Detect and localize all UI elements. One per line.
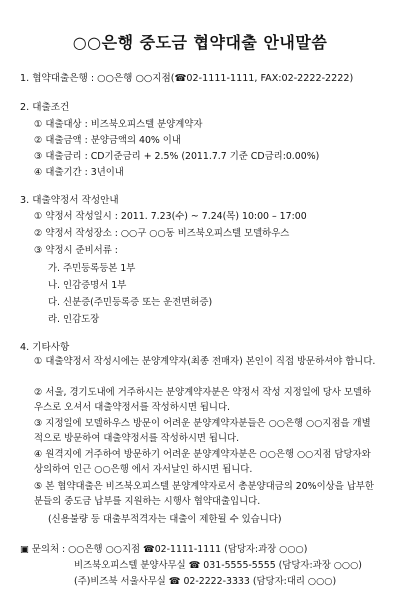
doc-resident-register: 가. 주민등록등본 1부 (48, 263, 136, 274)
doc-id-card: 다. 신분증(주민등록증 또는 운전면허증) (48, 297, 213, 308)
contact-bank: ▣ 문의처 : ○○은행 ○○지점 ☎02-1111-1111 (담당자:과장 ○○○) (20, 544, 308, 555)
note-1: ① 대출약정서 작성시에는 분양계약자(최종 전매자) 본인이 직접 방문하셔야 합니다. (34, 356, 376, 367)
note-3: ③ 지정일에 모델하우스 방문이 어려운 분양계약자분들은 ○○은행 ○○지점을 개별적으로 방문하여 대출약정서를 작성하시면 됩니다. (34, 418, 371, 444)
note-2: ② 서울, 경기도내에 거주하시는 분양계약자분은 약정서 작성 지정일에 당사 모델하우스로 오셔서 대출약정서를 작성하시면 됩니다. (34, 387, 372, 413)
contract-date-item: ① 약정서 작성일시 : 2011. 7.23(수) ~ 7.24(목) 10:00 – 17:00 (34, 211, 307, 222)
loan-rate-item: ③ 대출금리 : CD기준금리 + 2.5% (2011.7.7 기준 CD금리:0.00%) (34, 151, 320, 162)
document-title: ○○은행 중도금 협약대출 안내말씀 (72, 33, 328, 52)
loan-amount-item: ② 대출금액 : 분양금액의 40% 이내 (34, 135, 181, 146)
section-3-heading: 3. 대출약정서 작성안내 (20, 195, 119, 206)
section-1-heading: 1. 협약대출은행 : ○○은행 ○○지점(☎02-1111-1111, FAX:02-2222-2222) (20, 73, 354, 84)
doc-seal: 라. 인감도장 (48, 314, 100, 325)
contact-sales-office: 비즈북오피스텔 분양사무실 ☎ 031-5555-5555 (담당자:과장 ○○○) (74, 560, 362, 571)
note-5: ⑤ 본 협약대출은 비즈북오피스텔 분양계약자로서 총분양대금의 20%이상을 납부한 분들의 중도금 납부를 지원하는 시행사 협약대출입니다. (34, 481, 374, 507)
required-docs-item: ③ 약정시 준비서류 : (34, 245, 118, 256)
section-2-heading: 2. 대출조건 (20, 102, 70, 113)
contact-seoul-office: (주)비즈북 서울사무실 ☎ 02-2222-3333 (담당자:대리 ○○○) (74, 576, 337, 587)
note-5-caveat: (신용불량 등 대출부적격자는 대출이 제한될 수 있습니다) (48, 514, 282, 525)
contract-place-item: ② 약정서 작성장소 : ○○구 ○○동 비즈북오피스텔 모델하우스 (34, 228, 290, 239)
loan-target-item: ① 대출대상 : 비즈북오피스텔 분양계약자 (34, 119, 203, 130)
note-4: ④ 원격지에 거주하여 방문하기 어려운 분양계약자분은 ○○은행 ○○지점 담당자와 상의하여 인근 ○○은행 에서 자서날인 하시면 됩니다. (34, 449, 371, 475)
doc-seal-certificate: 나. 인감증명서 1부 (48, 280, 127, 291)
loan-period-item: ④ 대출기간 : 3년이내 (34, 167, 124, 178)
section-4-heading: 4. 기타사항 (20, 342, 70, 353)
